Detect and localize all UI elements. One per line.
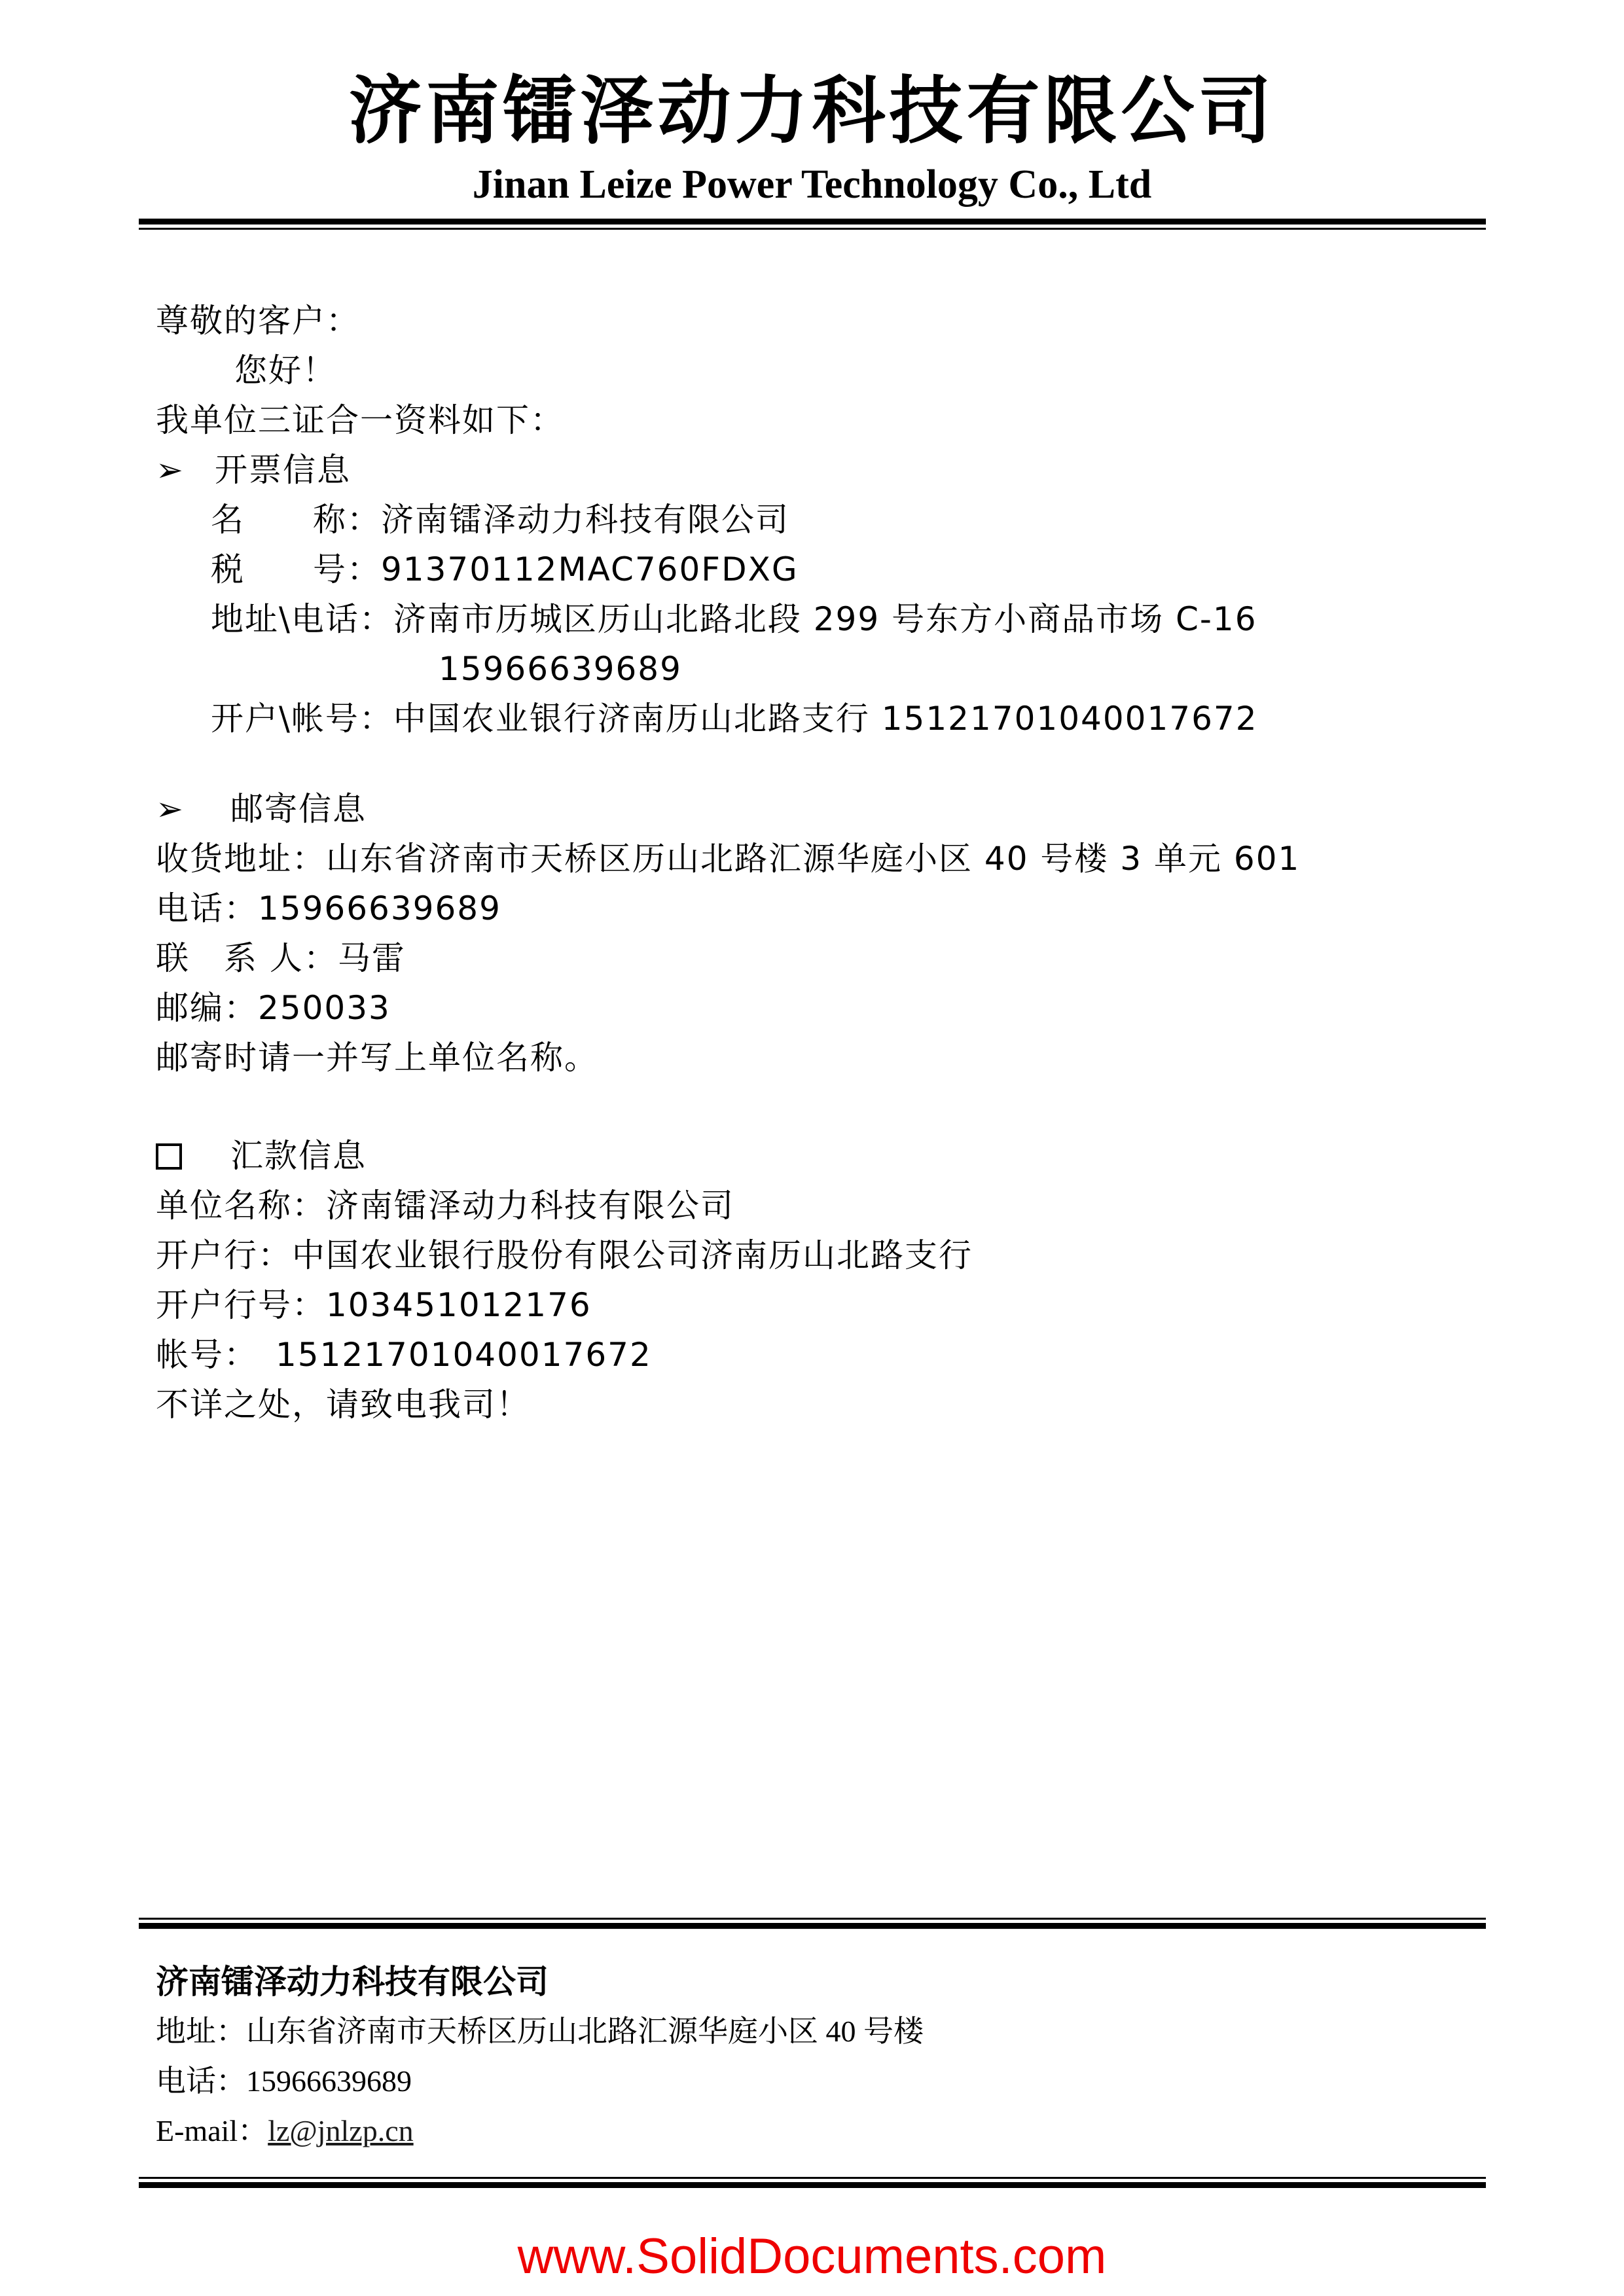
- mailing-address: 收货地址：山东省济南市天桥区历山北路汇源华庭小区 40 号楼 3 单元 601: [156, 840, 1301, 878]
- invoice-address-phone: 地址\电话：济南市历城区历山北路北段 299 号东方小商品市场 C-16: [211, 600, 1257, 638]
- checkbox-icon: [156, 1143, 182, 1170]
- remittance-heading: [156, 1131, 367, 1181]
- footer-address: 地址：山东省济南市天桥区历山北路汇源华庭小区 40 号楼: [156, 2015, 924, 2048]
- mailing-phone: 电话：15966639689: [156, 889, 501, 927]
- salutation: 尊敬的客户：: [156, 302, 360, 340]
- company-name-cn: 济南镭泽动力科技有限公司: [348, 69, 1276, 154]
- bottom-divider-thin: [139, 2177, 1486, 2179]
- remittance-account: 帐号： 15121701040017672: [156, 1336, 652, 1374]
- mailing-heading: [156, 784, 367, 834]
- header-divider-thick: [139, 219, 1486, 224]
- remittance-company: 单位名称：济南镭泽动力科技有限公司: [156, 1187, 734, 1225]
- arrow-bullet-icon: ➢: [156, 790, 185, 828]
- invoice-tax-number: 税 号：91370112MAC760FDXG: [211, 550, 799, 588]
- mailing-note: 邮寄时请一并写上单位名称。: [156, 1039, 598, 1077]
- remittance-bank: 开户行：中国农业银行股份有限公司济南历山北路支行: [156, 1236, 973, 1274]
- invoice-heading-label: 开票信息: [215, 451, 351, 489]
- remittance-bank-code: 开户行号：103451012176: [156, 1286, 592, 1324]
- company-name-en: Jinan Leize Power Technology Co., Ltd: [472, 162, 1152, 207]
- invoice-heading: [156, 445, 351, 495]
- remittance-heading-label: 汇款信息: [230, 1137, 367, 1175]
- invoice-name: 名 称：济南镭泽动力科技有限公司: [211, 501, 789, 539]
- footer-divider-thin: [139, 1918, 1486, 1920]
- mailing-contact: 联 系 人：马雷: [156, 939, 406, 977]
- invoice-bank-account: 开户\帐号：中国农业银行济南历山北路支行 15121701040017672: [211, 700, 1258, 738]
- footer-company: 济南镭泽动力科技有限公司: [156, 1963, 549, 2001]
- intro-line: 我单位三证合一资料如下：: [156, 401, 564, 439]
- footer-email-line: [156, 2106, 414, 2156]
- closing-line: 不详之处，请致电我司！: [156, 1386, 530, 1424]
- mailing-heading-label: 邮寄信息: [230, 790, 367, 828]
- arrow-bullet-icon: ➢: [156, 451, 185, 489]
- footer-phone: 电话：15966639689: [156, 2064, 412, 2098]
- bottom-divider-thick: [139, 2182, 1486, 2188]
- footer-email-label: E-mail：: [156, 2114, 268, 2147]
- header-divider-thin: [139, 228, 1486, 230]
- invoice-address-phone-cont: 15966639689: [439, 650, 682, 688]
- footer-divider-thick: [139, 1923, 1486, 1929]
- watermark-link[interactable]: www.SolidDocuments.com: [517, 2229, 1107, 2284]
- hello-line: 您好！: [234, 351, 336, 389]
- mailing-postcode: 邮编：250033: [156, 989, 391, 1027]
- email-link[interactable]: lz@jnlzp.cn: [268, 2114, 414, 2147]
